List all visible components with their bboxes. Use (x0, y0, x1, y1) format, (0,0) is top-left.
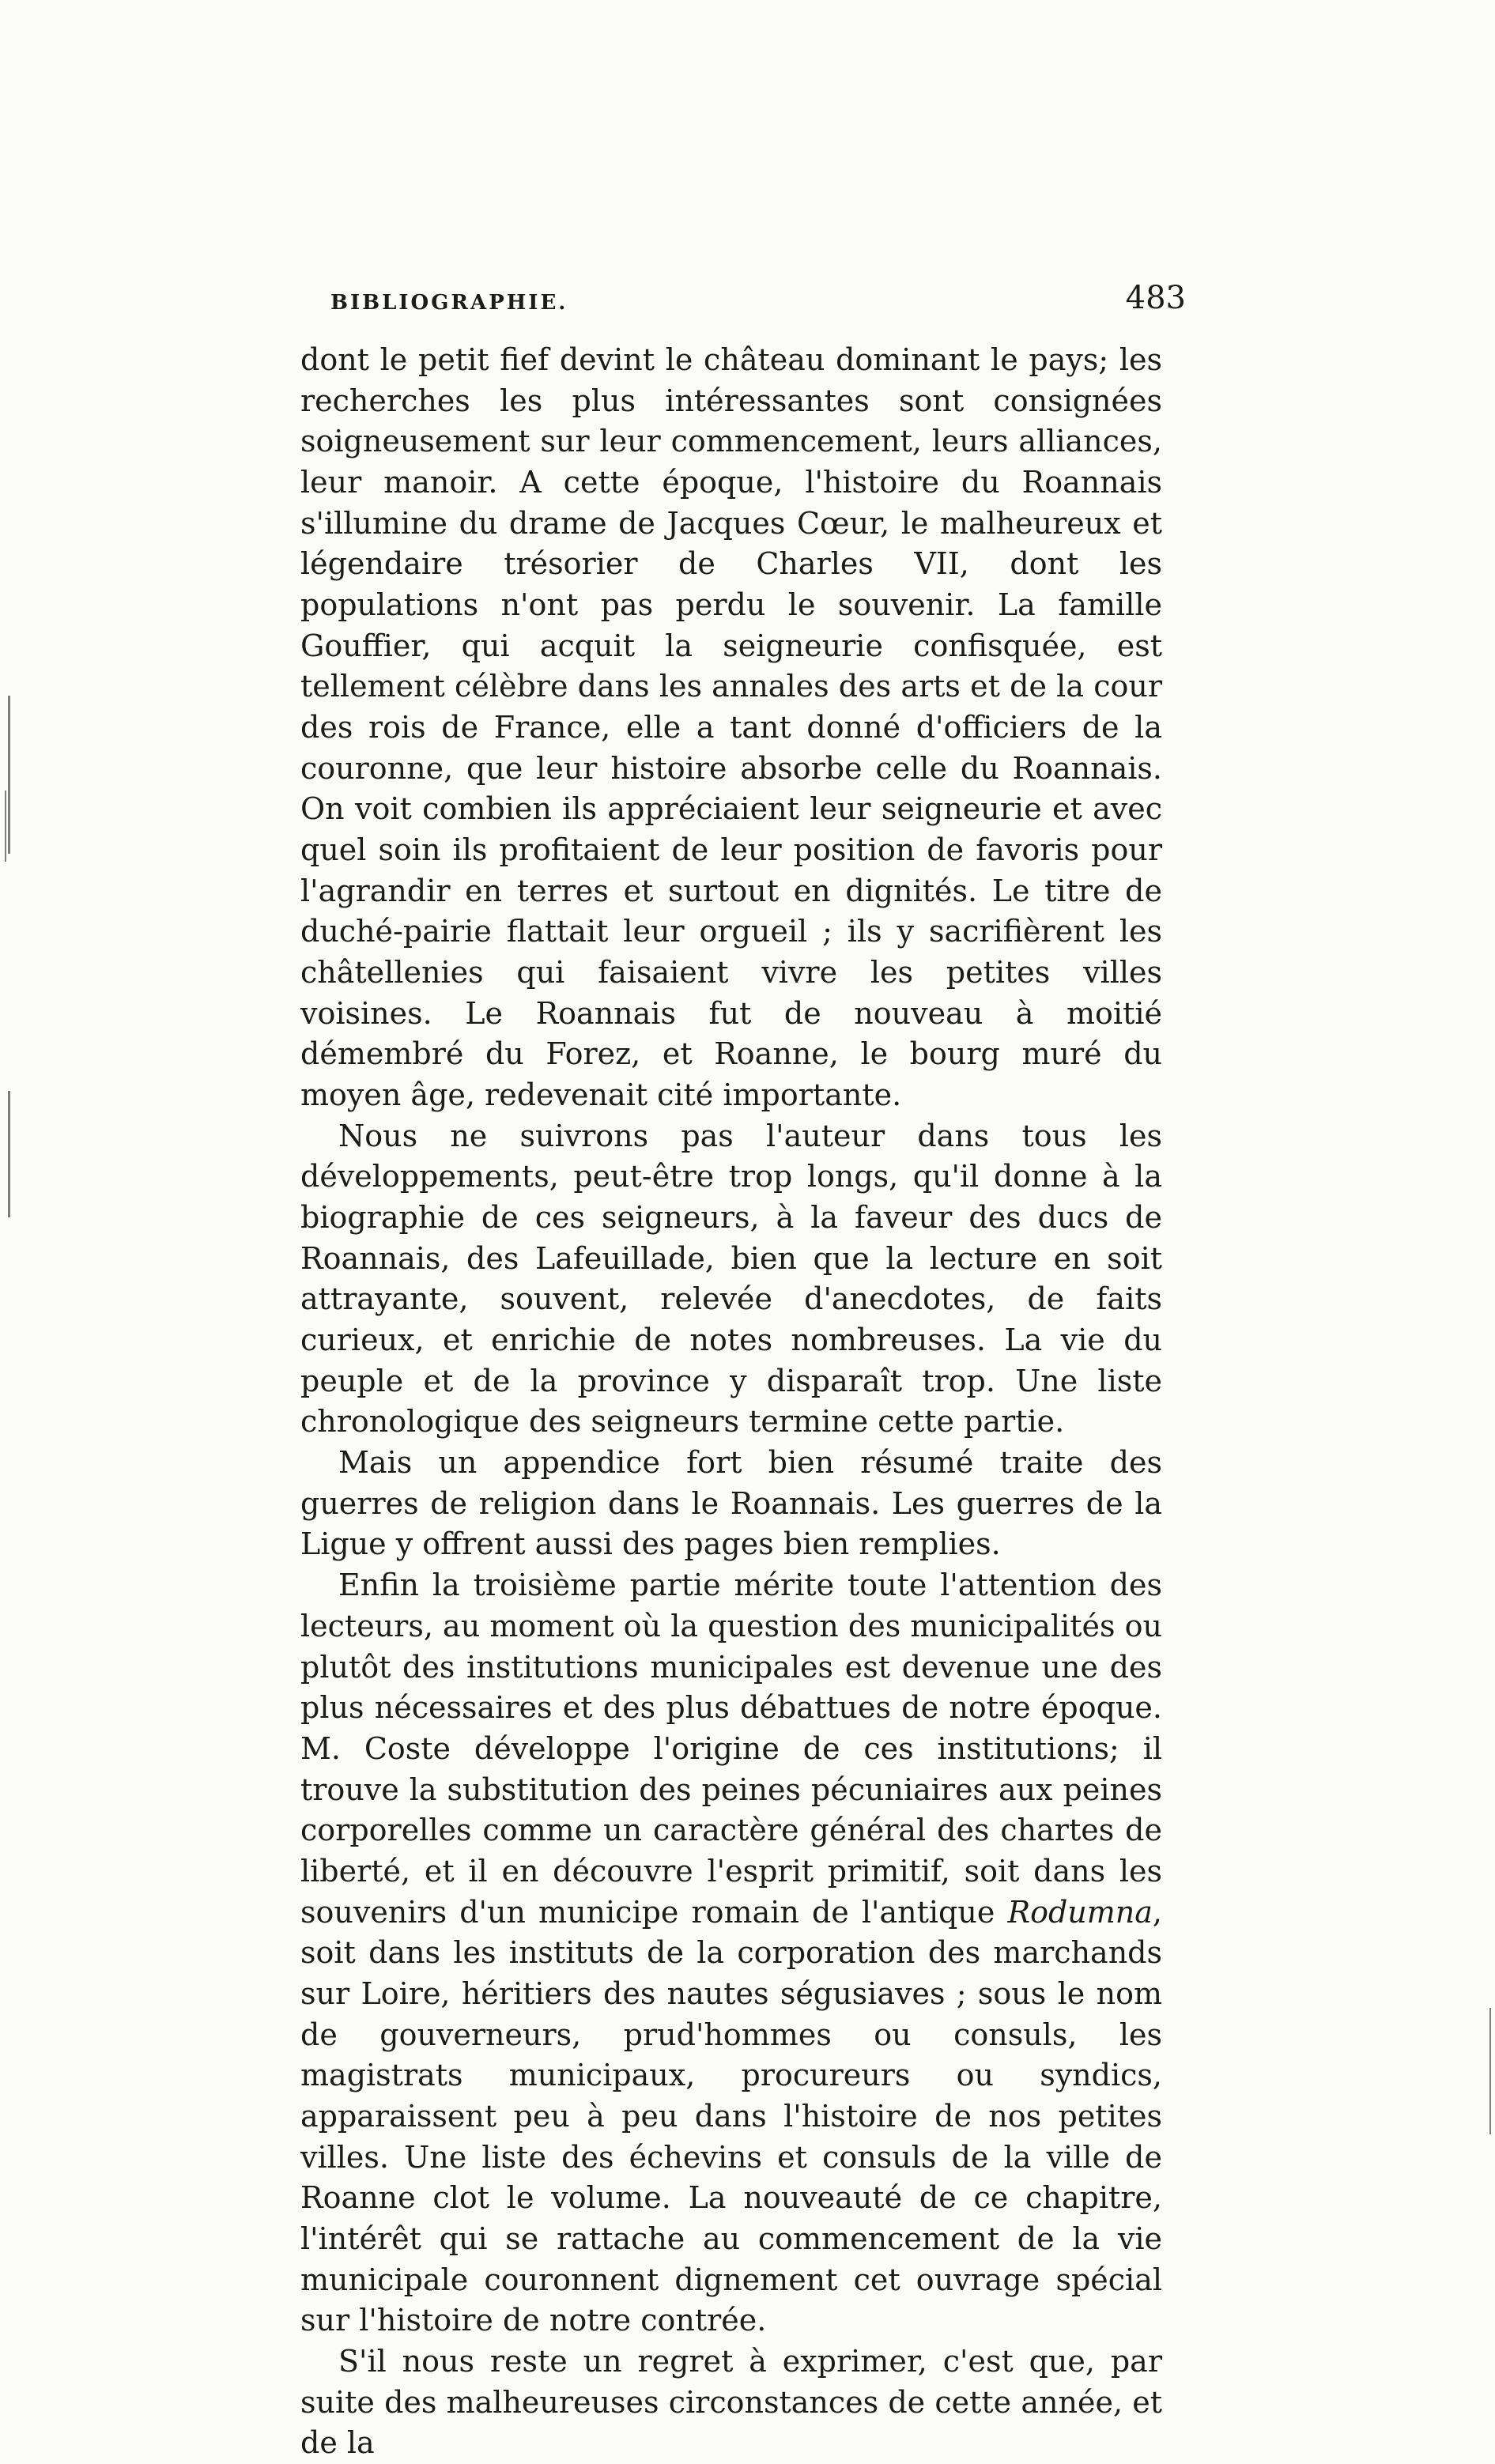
scan-margin-mark (1489, 2008, 1491, 2134)
page-number: 483 (1125, 280, 1186, 316)
paragraph (300, 1565, 1162, 2341)
paragraph: dont le petit fief devint le château dominant le pays; les recherches les plus intéressantes sont consignées soigneusement sur leur commencement, leurs alliances, leur manoir. A cette époque, l'histoire du Roannais s'illumine du drame de Jacques Cœur, le malheureux et légendaire trésorier de Charles VII, dont les populations n'ont pas perdu le souvenir. La famille Gouffier, qui acquit la seigneurie confisquée, est tellement célèbre dans les annales des arts et de la cour des rois de France, elle a tant donné d'officiers de la couronne, que leur histoire absorbe celle du Roannais. On voit combien ils appréciaient leur seigneurie et avec quel soin ils profitaient de leur position de favoris pour l'agrandir en terres et surtout en dignités. Le titre de duché-pairie flattait leur orgueil ; ils y sacrifièrent les châtellenies qui faisaient vivre les petites villes voisines. Le Roannais fut de nouveau à moitié démembré du Forez, et Roanne, le bourg muré du moyen âge, redevenait cité importante. (300, 342, 1162, 1113)
scan-margin-mark (8, 1091, 10, 1217)
scan-margin-mark (8, 696, 10, 854)
paragraph: Nous ne suivrons pas l'auteur dans tous les développements, peut-être trop longs, qu'il donne à la biographie de ces seigneurs, à la faveur des ducs de Roannais, des Lafeuillade, bien que la lecture en soit attrayante, souvent, relevée d'anecdotes, de faits curieux, et enrichie de notes nombreuses. La vie du peuple et de la province y disparaît trop. Une liste chronologique des seigneurs termine cette partie. (300, 1118, 1162, 1440)
paragraph-text: , soit dans les instituts de la corporation des marchands sur Loire, héritiers des nautes ségusiaves ; sous le nom de gouverneurs, prud'hommes ou consuls, les magistrats municipaux, procureurs ou syndics, apparaissent peu à peu dans l'histoire de nos petites villes. Une liste des échevins et consuls de la ville de Roanne clot le volume. La nouveauté de ce chapitre, l'intérêt qui se rattache au commencement de la vie municipale couronnent dignement cet ouvrage spécial sur l'histoire de notre contrée. (300, 1894, 1162, 2338)
running-title: BIBLIOGRAPHIE. (330, 291, 568, 315)
scan-margin-mark (5, 791, 6, 862)
paragraph-text: Enfin la troisième partie mérite toute l'attention des lecteurs, au moment où la question des municipalités ou plutôt des institutions municipales est devenue une des plus nécessaires et des plus débattues de notre époque. M. Coste développe l'origine de ces institutions; il trouve la substitution des peines pécuniaires aux peines corporelles comme un caractère général des chartes de liberté, et il en découvre l'esprit primitif, soit dans les souvenirs d'un municipe romain de l'antique (300, 1568, 1162, 1930)
italic-term: Rodumna (1007, 1894, 1153, 1930)
paragraph: S'il nous reste un regret à exprimer, c'est que, par suite des malheureuses circonstances de cette année, et de la (300, 2343, 1162, 2461)
paragraph: Mais un appendice fort bien résumé traite des guerres de religion dans le Roannais. Les guerres de la Ligue y offrent aussi des pages bien remplies. (300, 1445, 1162, 1562)
body-text (300, 340, 1162, 2464)
page-header (300, 280, 1186, 332)
